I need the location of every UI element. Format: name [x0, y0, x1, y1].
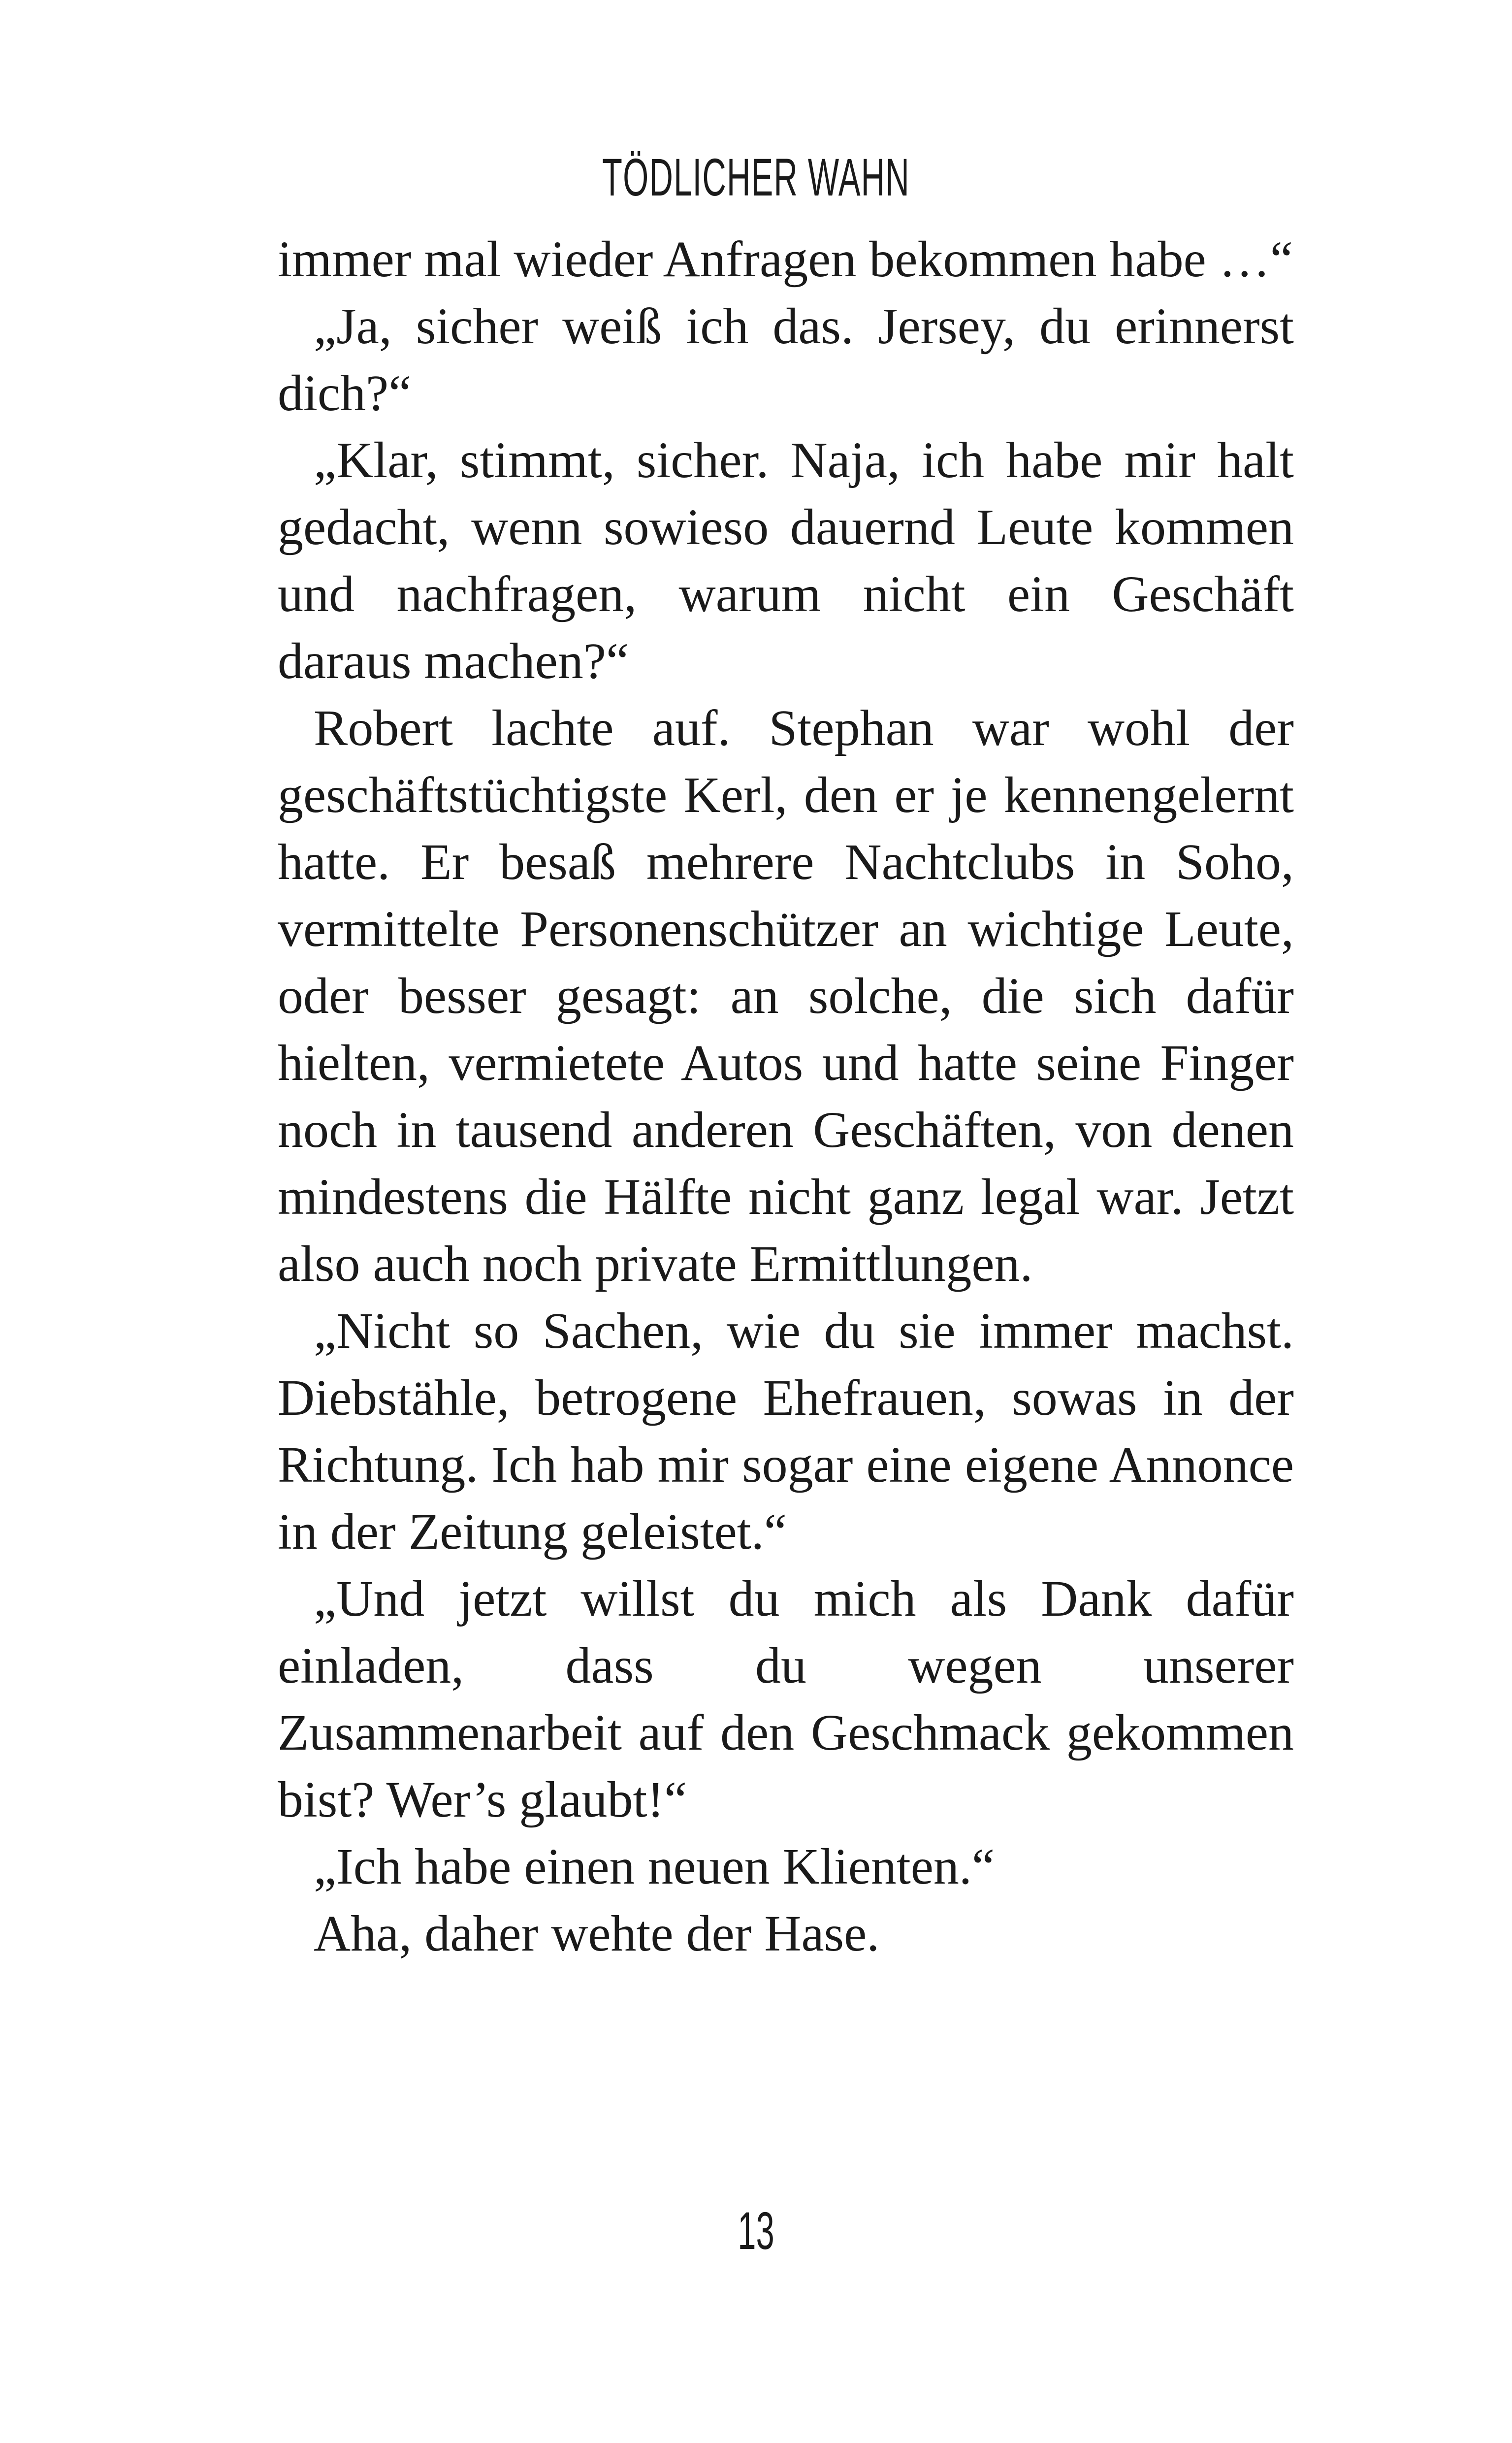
paragraph-2: „Ja, sicher weiß ich das. Jersey, du erinnerst dich?“ [278, 298, 1294, 422]
paragraph-5: „Nicht so Sachen, wie du sie immer machst. Diebstähle, betrogene Ehefrauen, sowas in der Richtung. Ich hab mir sogar eine eigene Annonce in der Zeitung geleistet.“ [278, 1303, 1294, 1560]
paragraph-3: „Klar, stimmt, sicher. Naja, ich habe mir halt gedacht, wenn sowieso dauernd Leute kommen und nachfragen, warum nicht ein Geschäft daraus machen?“ [278, 432, 1294, 689]
paragraph-8: Aha, daher wehte der Hase. [314, 1905, 880, 1962]
paragraph-4: Robert lachte auf. Stephan war wohl der geschäftstüchtigste Kerl, den er je kennengelernt hatte. Er besaß mehrere Nachtclubs in Soho, vermittelte Personenschützer an wichtige Leute, oder besser gesagt: an solche, die sich dafür hielten, vermietete Autos und hatte seine Finger noch in tausend anderen Geschäften, von denen mindestens die Hälfte nicht ganz legal war. Jetzt also auch noch private Ermittlungen. [278, 700, 1294, 1292]
paragraph-6: „Und jetzt willst du mich als Dank dafür einladen, dass du wegen unserer Zusammenarbeit auf den Geschmack gekommen bist? Wer’s glaubt!“ [278, 1570, 1294, 1828]
running-head: TÖDLICHER WAHN [602, 147, 910, 207]
paragraph-7: „Ich habe einen neuen Klienten.“ [314, 1838, 995, 1895]
body-text [278, 226, 1294, 1967]
page-number: 13 [738, 2201, 774, 2260]
paragraph-1: immer mal wieder Anfragen bekommen habe …“ [278, 231, 1293, 288]
